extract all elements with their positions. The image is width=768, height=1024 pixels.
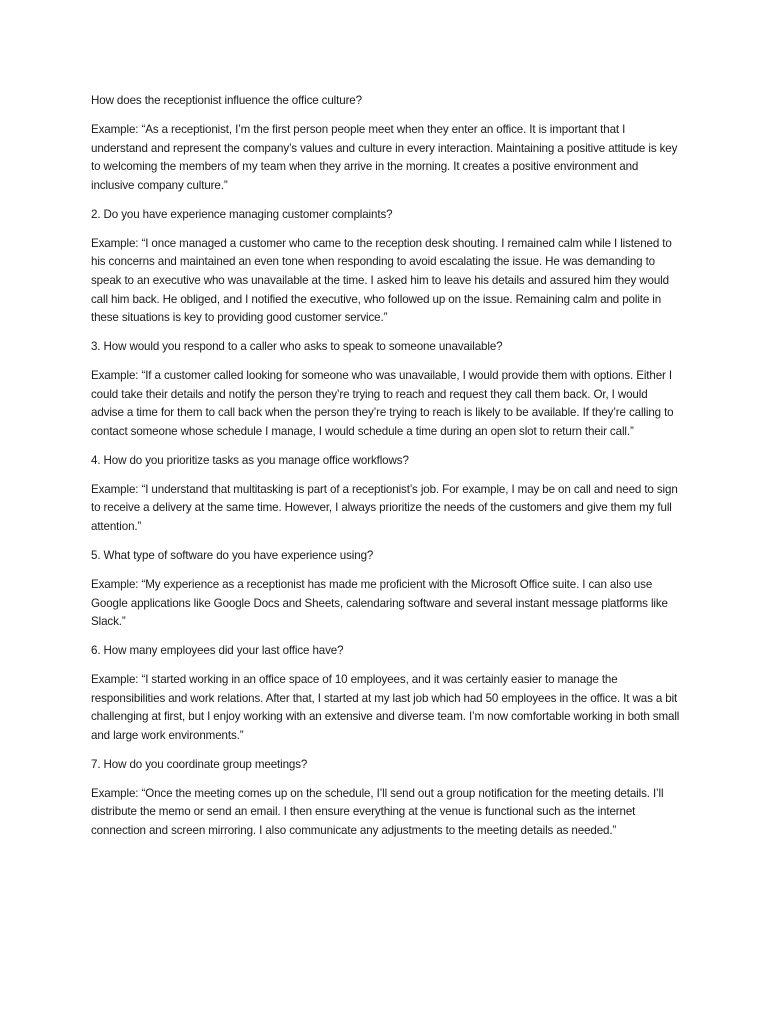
qa-item-5	[91, 547, 681, 632]
answer-text: Example: “I once managed a customer who came to the reception desk shouting. I remained calm while I listened to his concerns and maintained an even tone when responding to avoid escalating the issue. He was demanding to speak to an executive who was unavailable at the time. I asked him to leave his details and assured him they would call him back. He obliged, and I notified the executive, who followed up on the issue. Remaining calm and polite in these situations is key to providing good customer service.”	[91, 236, 672, 325]
answer-text: Example: “My experience as a receptionist has made me proficient with the Microsoft Office suite. I can also use Google applications like Google Docs and Sheets, calendaring software and several instant message platforms like Slack.”	[91, 577, 668, 629]
answer-text: Example: “If a customer called looking for someone who was unavailable, I would provide them with options. Either I could take their details and notify the person they’re trying to reach and request they call them back. Or, I would advise a time for them to call back when the person they’re trying to reach is likely to be available. If they’re calling to contact someone whose schedule I manage, I would schedule a time during an open slot to return their call.”	[91, 369, 674, 438]
qa-item-1	[91, 92, 681, 195]
answer-text: Example: “I started working in an office space of 10 employees, and it was certainly easier to manage the responsibilities and work relations. After that, I started at my last job which had 50 employees in the office. It was a bit challenging at first, but I enjoy working with an extensive and diverse team. I’m now comfortable working in both small and large work environments.”	[91, 673, 680, 742]
answer-text: Example: “I understand that multitasking is part of a receptionist’s job. For example, I may be on call and need to sign to receive a delivery at the same time. However, I always prioritize the needs of the customers and give them my full attention.”	[91, 482, 678, 534]
qa-item-4	[91, 452, 681, 537]
qa-item-3	[91, 338, 681, 441]
document-page	[91, 92, 681, 851]
question-text: 4. How do you prioritize tasks as you manage office workflows?	[91, 453, 409, 467]
qa-item-2	[91, 206, 681, 328]
question-text: 2. Do you have experience managing customer complaints?	[91, 207, 393, 221]
question-text: 7. How do you coordinate group meetings?	[91, 757, 308, 771]
answer-text: Example: “Once the meeting comes up on the schedule, I’ll send out a group notification for the meeting details. I’ll distribute the memo or send an email. I then ensure everything at the venue is functional such as the internet connection and screen mirroring. I also communicate any adjustments to the meeting details as needed.”	[91, 786, 664, 838]
answer-text: Example: “As a receptionist, I’m the first person people meet when they enter an office. It is important that I understand and represent the company’s values and culture in every interaction. Maintaining a positive attitude is key to welcoming the members of my team when they arrive in the morning. It creates a positive environment and inclusive company culture.”	[91, 122, 678, 192]
qa-item-7	[91, 756, 681, 841]
question-text: 3. How would you respond to a caller who asks to speak to someone unavailable?	[91, 340, 503, 354]
question-text: How does the receptionist influence the office culture?	[91, 94, 362, 107]
question-text: 5. What type of software do you have experience using?	[91, 549, 374, 562]
question-text: 6. How many employees did your last office have?	[91, 644, 344, 658]
qa-item-6	[91, 642, 681, 745]
